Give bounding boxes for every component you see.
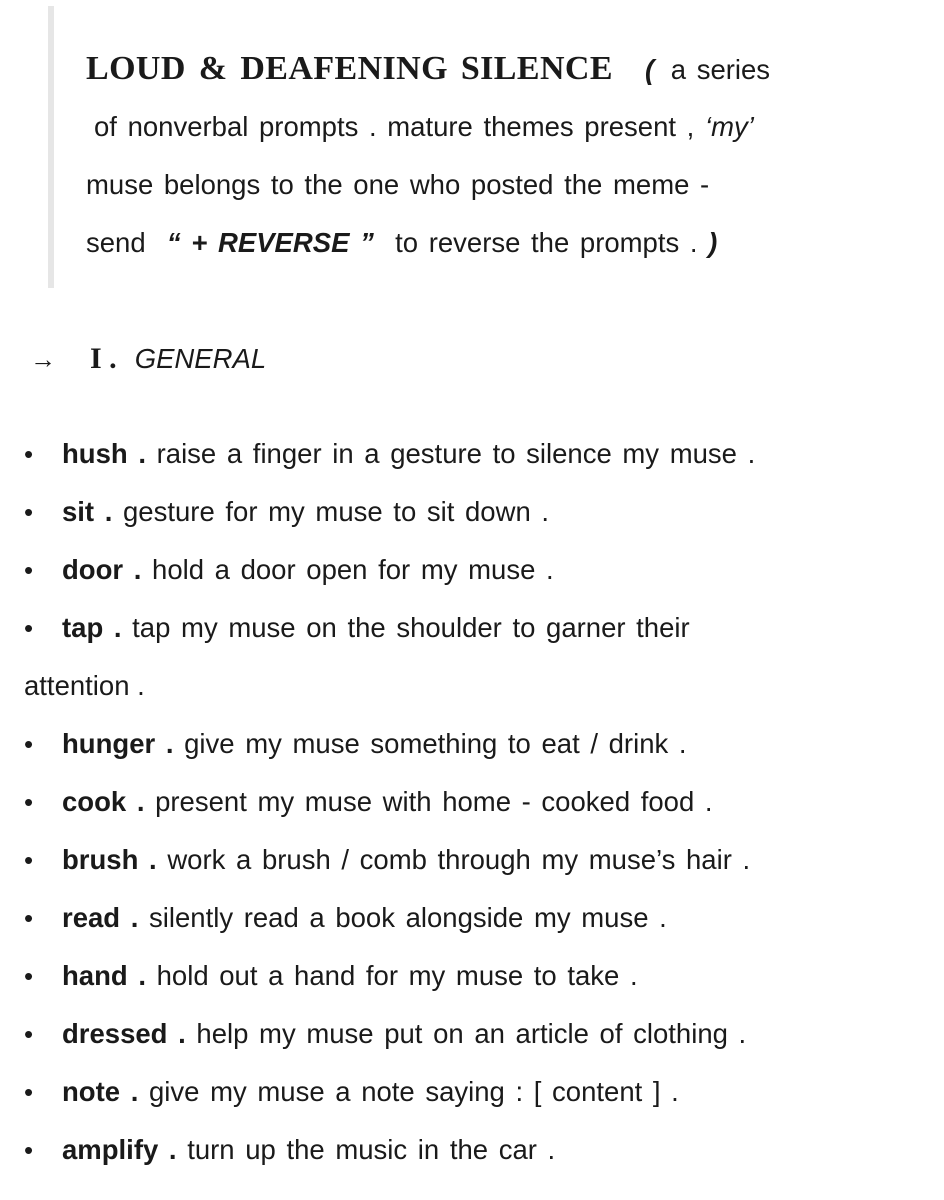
prompt-description: hold a door open for my muse . [152,554,554,585]
bullet-icon: • [24,903,34,933]
prompt-description: help my muse put on an article of clothing . [196,1018,747,1049]
list-item [24,1005,924,1063]
close-paren: ) [708,227,718,258]
prompt-description: silently read a book alongside my muse . [149,902,667,933]
open-paren: ( [644,54,655,85]
prompt-description: work a brush / comb through my muse’s hair . [167,844,751,875]
intro-line-4-send: send [86,227,146,258]
intro-line-3-text: muse belongs to the one who posted the meme - [86,169,710,200]
bullet-icon: • [24,613,34,643]
prompt-description: gesture for my muse to sit down . [123,496,550,527]
bullet-icon: • [24,1135,34,1165]
list-item [24,831,924,889]
section-heading [30,330,266,388]
intro-line-2-text: of nonverbal prompts . mature themes present , [94,111,695,142]
prompt-term: sit . [62,496,113,527]
bullet-icon: • [24,961,34,991]
intro-quote-block [48,6,914,288]
list-item [24,1063,924,1121]
bullet-icon: • [24,555,34,585]
list-item [24,425,924,483]
intro-text [86,40,912,272]
bullet-icon: • [24,1019,34,1049]
prompt-description: give my muse something to eat / drink . [184,728,687,759]
list-item [24,1121,924,1179]
reverse-keyword: “ + REVERSE ” [166,227,374,258]
section-numeral: I . [90,342,117,375]
list-item [24,773,924,831]
prompt-term: cook . [62,786,145,817]
list-item [24,541,924,599]
intro-line-1-text: a series [670,54,771,85]
section-title: GENERAL [134,343,267,374]
prompt-term: dressed . [62,1018,186,1049]
list-item [24,483,924,541]
prompt-description: give my muse a note saying : [ content ] . [148,1076,679,1107]
bullet-icon: • [24,497,34,527]
prompt-description: turn up the music in the car . [187,1134,556,1165]
intro-line-1 [86,40,912,98]
list-item [24,599,924,657]
my-emphasis: ‘my’ [704,111,754,142]
prompt-term: note . [62,1076,139,1107]
bullet-icon: • [24,729,34,759]
prompt-term: read . [62,902,139,933]
prompt-term: hush . [62,438,146,469]
page-title: LOUD & DEAFENING SILENCE [86,50,613,87]
list-item [24,715,924,773]
prompt-description: tap my muse on the shoulder to garner their [132,612,690,643]
prompt-list [24,425,924,1179]
intro-line-2 [86,98,912,156]
list-item [24,947,924,1005]
arrow-right-icon: → [30,344,56,374]
prompt-continuation: attention . [24,670,145,701]
prompt-description: present my muse with home - cooked food . [155,786,713,817]
bullet-icon: • [24,845,34,875]
prompt-term: tap . [62,612,122,643]
prompt-term: hunger . [62,728,174,759]
prompt-term: hand . [62,960,146,991]
bullet-icon: • [24,1077,34,1107]
prompt-term: amplify . [62,1134,177,1165]
intro-line-4 [86,214,912,272]
prompt-term: brush . [62,844,157,875]
prompt-description: hold out a hand for my muse to take . [156,960,638,991]
bullet-icon: • [24,787,34,817]
intro-line-3 [86,156,912,214]
list-item [24,889,924,947]
prompt-description: raise a finger in a gesture to silence my muse . [156,438,756,469]
prompt-term: door . [62,554,142,585]
intro-line-4-text: to reverse the prompts . [395,227,698,258]
bullet-icon: • [24,439,34,469]
